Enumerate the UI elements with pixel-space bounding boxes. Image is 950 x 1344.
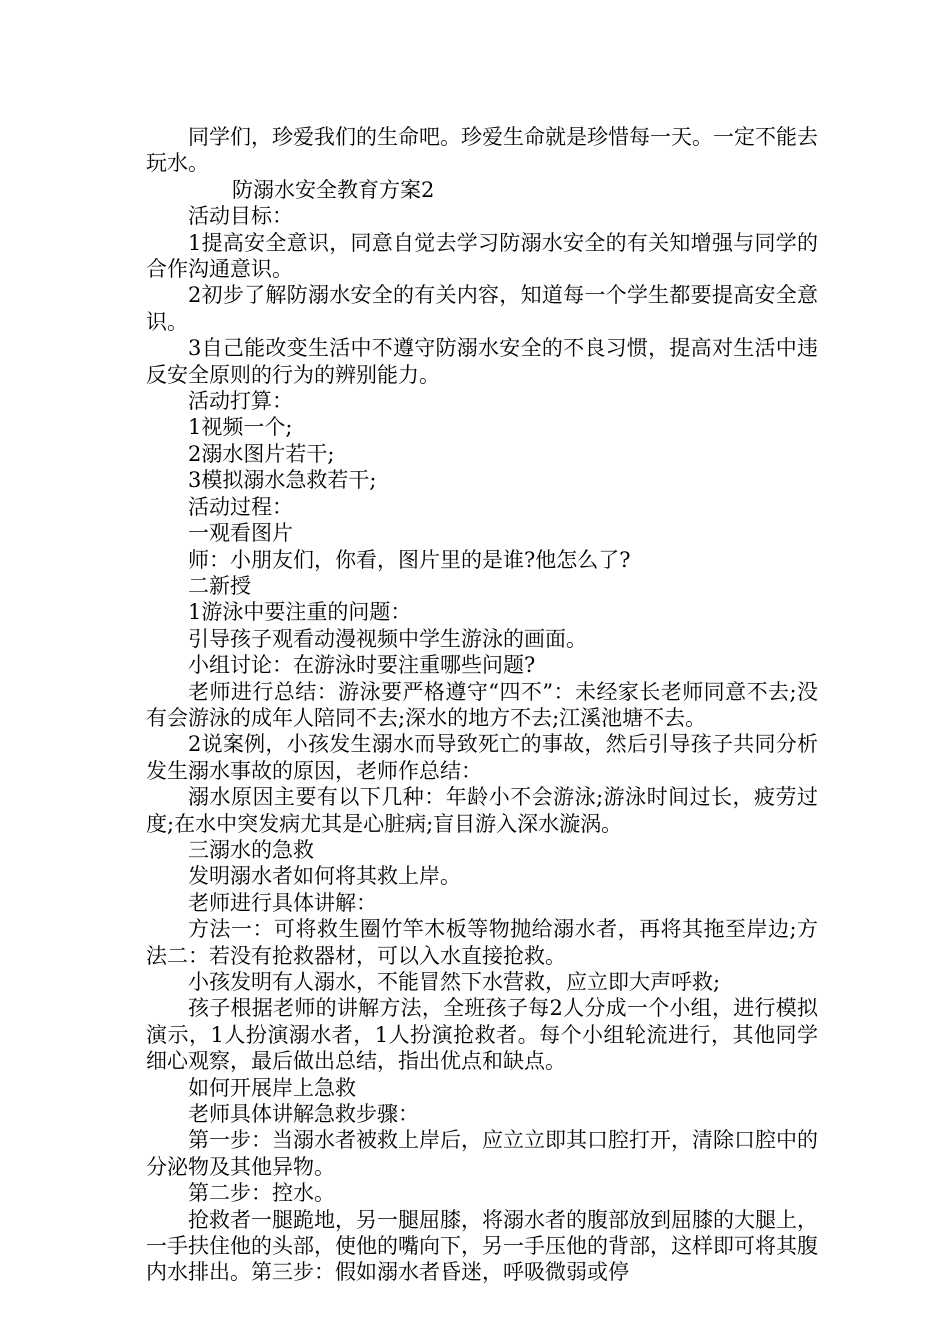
paragraph: 小组讨论：在游泳时要注重哪些问题? xyxy=(188,653,536,678)
paragraph: 三溺水的急救 xyxy=(188,837,314,862)
paragraph: 小孩发明有人溺水，不能冒然下水营救，应立即大声呼救; xyxy=(188,970,721,994)
paragraph: 3自己能改变生活中不遵守防溺水安全的不良习惯，提高对生活中违反安全原则的行为的辨别能力。 xyxy=(146,336,818,387)
paragraph: 1视频一个; xyxy=(188,415,293,440)
paragraph: 活动过程： xyxy=(188,494,293,519)
paragraph: 二新授 xyxy=(188,573,251,598)
paragraph: 第二步：控水。 xyxy=(188,1181,335,1206)
paragraph: 发明溺水者如何将其救上岸。 xyxy=(188,864,461,889)
paragraph: 老师进行具体讲解： xyxy=(188,890,377,915)
paragraph: 2初步了解防溺水安全的有关内容，知道每一个学生都要提高安全意识。 xyxy=(146,283,818,334)
paragraph: 引导孩子观看动漫视频中学生游泳的画面。 xyxy=(188,626,587,651)
paragraph: 第一步：当溺水者被救上岸后，应立立即其口腔打开，清除口腔中的分泌物及其他异物。 xyxy=(146,1128,818,1179)
paragraph: 老师具体讲解急救步骤： xyxy=(188,1102,419,1127)
paragraph: 3模拟溺水急救若干; xyxy=(188,468,377,493)
paragraph: 老师进行总结：游泳要严格遵守“四不”：未经家长老师同意不去;没有会游泳的成年人陪同不去;深水的地方不去;江溪池塘不去。 xyxy=(146,679,818,730)
paragraph: 溺水原因主要有以下几种：年龄小不会游泳;游泳时间过长，疲劳过度;在水中突发病尤其是心脏病;盲目游入深水漩涡。 xyxy=(146,785,818,836)
paragraph: 2溺水图片若干; xyxy=(188,441,335,466)
paragraph: 1游泳中要注重的问题： xyxy=(188,600,412,625)
paragraph: 一观看图片 xyxy=(188,521,293,546)
paragraph: 如何开展岸上急救 xyxy=(188,1075,356,1100)
paragraph: 2说案例，小孩发生溺水而导致死亡的事故，然后引导孩子共同分析发生溺水事故的原因，老师作总结： xyxy=(146,732,818,783)
paragraph: 方法一：可将救生圈竹竿木板等物抛给溺水者，再将其拖至岸边;方法二：若没有抢救器材，可以入水直接抢救。 xyxy=(146,917,818,968)
paragraph: 同学们，珍爱我们的生命吧。珍爱生命就是珍惜每一天。一定不能去玩水。 xyxy=(146,125,818,176)
section-title: 防溺水安全教育方案2 xyxy=(232,177,435,202)
paragraph: 抢救者一腿跪地，另一腿屈膝，将溺水者的腹部放到屈膝的大腿上，一手扶住他的头部，使他的嘴向下，另一手压他的背部，这样即可将其腹内水排出。第三步：假如溺水者昏迷，呼吸微弱或停 xyxy=(146,1207,818,1285)
paragraph: 活动目标： xyxy=(188,204,293,229)
document-body xyxy=(146,124,818,1286)
paragraph: 师：小朋友们，你看，图片里的是谁?他怎么了? xyxy=(188,547,631,572)
paragraph: 孩子根据老师的讲解方法，全班孩子每2人分成一个小组，进行模拟演示，1人扮演溺水者，1人扮演抢救者。每个小组轮流进行，其他同学细心观察，最后做出总结，指出优点和缺点。 xyxy=(146,996,818,1074)
paragraph: 活动打算： xyxy=(188,389,293,414)
paragraph: 1提高安全意识，同意自觉去学习防溺水安全的有关知增强与同学的合作沟通意识。 xyxy=(146,230,818,282)
